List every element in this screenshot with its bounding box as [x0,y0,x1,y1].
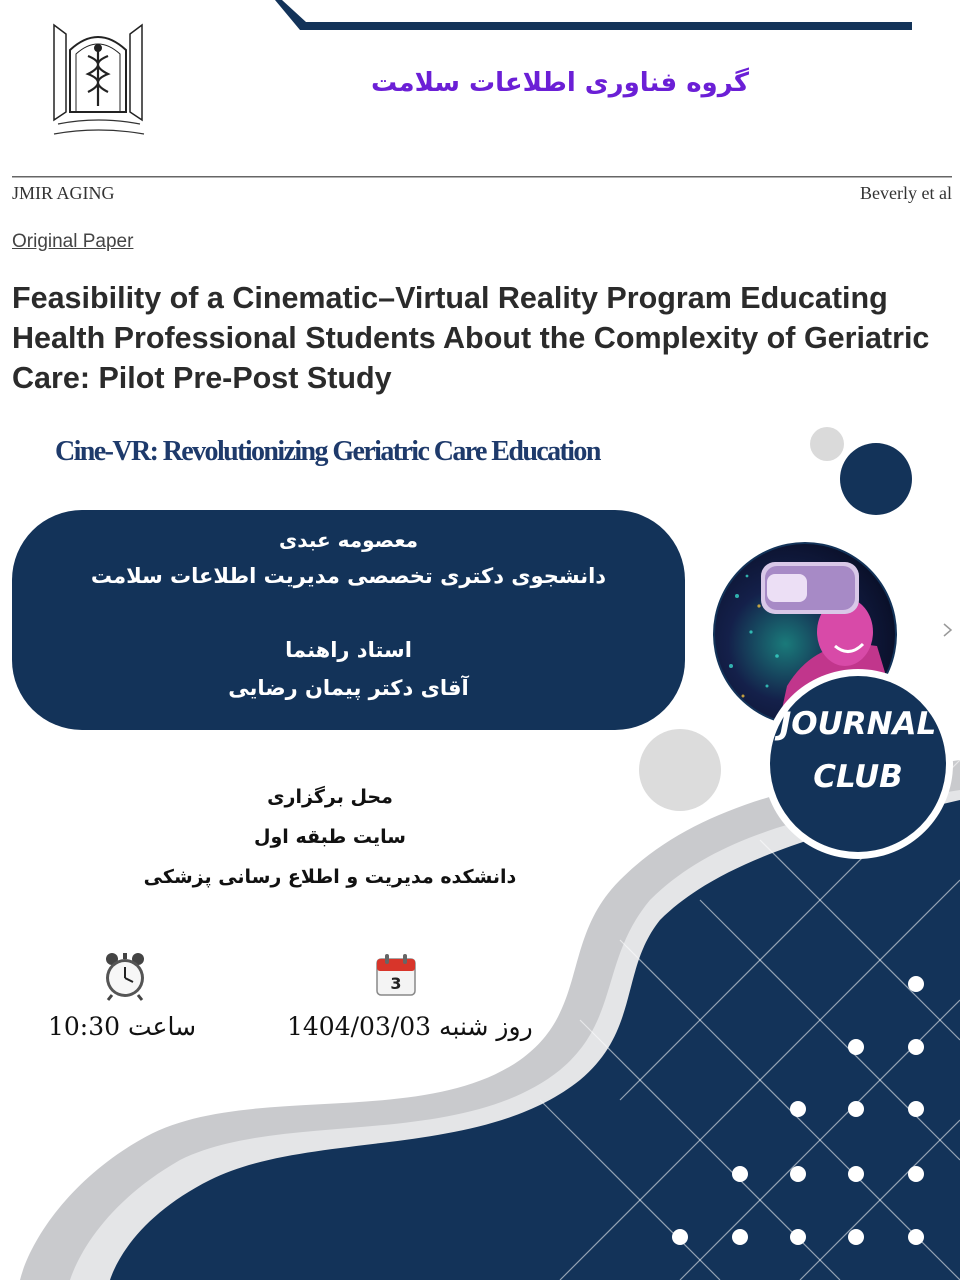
top-accent-line [275,0,912,30]
university-logo [46,20,150,145]
event-date: روز شنبه 1404/03/03 [287,1012,533,1041]
group-title: گروه فناوری اطلاعات سلامت [370,68,750,98]
calendar-icon [375,953,417,997]
large-gray-circle [639,729,721,811]
supervisor-name: آقای دکتر پیمان رضایی [228,676,469,700]
venue-place: سایت طبقه اول [254,826,406,848]
paper-type-link[interactable]: Original Paper [12,231,134,252]
clock-icon [102,951,148,1001]
calendar-day: 3 [390,974,402,993]
author-reference: Beverly et al [860,183,952,203]
venue-label: محل برگزاری [267,786,393,808]
journal-name: JMIR AGING [12,183,115,203]
header-separator [12,176,952,178]
event-time: ساعت 10:30 [48,1012,197,1041]
venue-faculty: دانشکده مدیریت و اطلاع رسانی پزشکی [143,866,517,888]
subtitle: Cine-VR: Revolutionizing Geriatric Care Education [55,436,600,467]
badge-line2: CLUB [813,759,903,795]
presenter-role: دانشجوی دکتری تخصصی مدیریت اطلاعات سلامت [90,564,607,588]
presenter-box [12,510,685,730]
presenter-name: معصومه عبدی [278,528,419,552]
chevron-right-icon[interactable] [941,616,955,644]
supervisor-label: استاد راهنما [285,638,412,662]
navy-circle [840,443,912,515]
badge-line1: JOURNAL [779,706,937,742]
small-gray-circle [810,427,844,461]
journal-club-badge [762,668,954,860]
paper-title: Feasibility of a Cinematic–Virtual Reality Program Educating Health Professional Students About the Complexity of Geriatric Care: Pilot Pre-Post Study [12,281,930,395]
